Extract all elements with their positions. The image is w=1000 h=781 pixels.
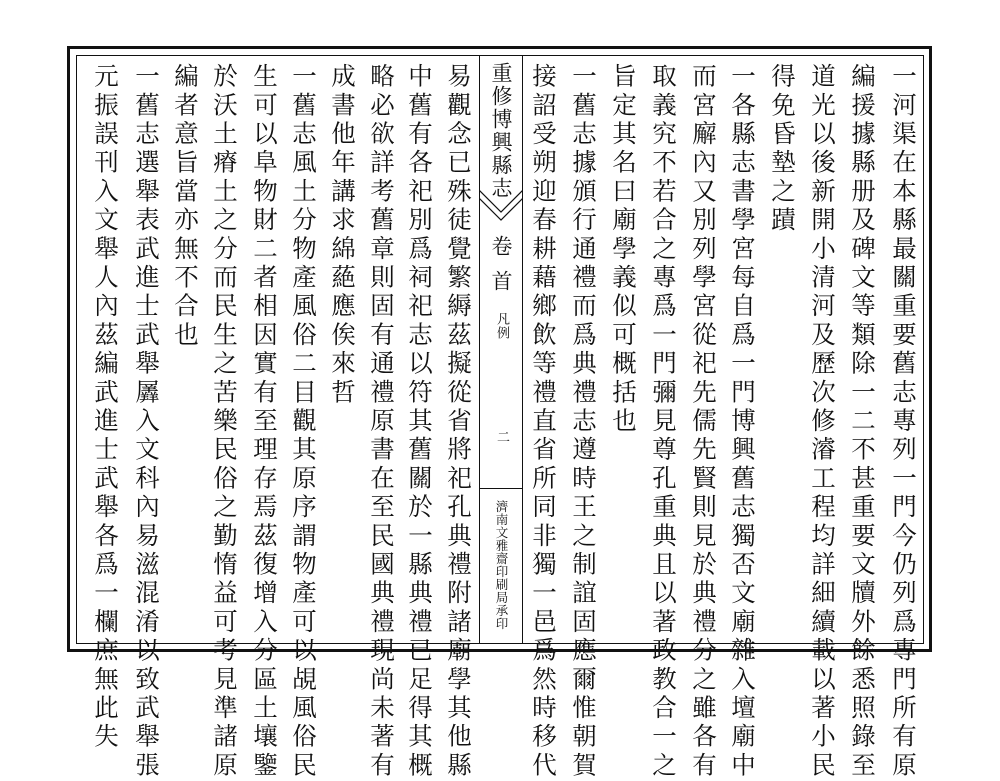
page-number: 二: [494, 430, 509, 443]
text-column: 一舊志選舉表武進士武舉羼入文科內易滋混淆以致武舉張: [132, 63, 161, 781]
fishtail-ornament: [479, 190, 523, 230]
text-column: 旨定其名曰廟學義似可概括也: [609, 63, 638, 437]
text-column: 中舊有各祀別爲祠祀志以符其舊關於一縣典禮已足得其概: [405, 63, 434, 781]
text-column: 生可以阜物財二者相因實有至理存焉茲復增入分區土壤鑒: [250, 63, 279, 781]
text-column: 一各縣志書學宮每自爲一門博興舊志獨否文廟雜入壇廟中: [728, 63, 757, 781]
text-column: 得免昏墊之蹟: [768, 63, 797, 236]
text-column: 一河渠在本縣最關重要舊志專列一門今仍列爲專門所有原: [889, 63, 918, 781]
section-label: 凡例: [494, 312, 509, 340]
text-column: 易觀念已殊徒覺繁縟茲擬從省將祀孔典禮附諸廟學其他縣: [444, 63, 473, 781]
text-column: 而宮廨內又別列學宮從祀先儒先賢則見於典禮分之雖各有: [689, 63, 718, 781]
volume-label: 卷首: [489, 235, 513, 305]
text-column: 成書他年講求綿蕝應俟來哲: [328, 63, 357, 408]
text-column: 略必欲詳考舊章則固有通禮原書在至民國典禮現尚未著有: [367, 63, 396, 781]
text-column: 編援據縣册及碑文等類除一二不甚重要文牘外餘悉照錄至: [848, 63, 877, 781]
text-column: 編者意旨當亦無不合也: [171, 63, 200, 350]
text-column: 道光以後新開小清河及歷次修濬工程均詳細續載以著小民: [808, 63, 837, 781]
text-column: 元振誤刊入文舉人內茲編武進士武舉各爲一欄庶無此失: [91, 63, 120, 752]
text-column: 取義究不若合之專爲一門彌見尊孔重典且以著政教合一之: [649, 63, 678, 781]
text-column: 於沃土瘠土之分而民生之苦樂民俗之勤惰益可考見準諸原: [210, 63, 239, 781]
printer-imprint: 濟南文雅齋印刷局承印: [494, 500, 509, 630]
text-column: 一舊志風土分物產風俗二目觀其原序謂物產可以覘風俗民: [289, 63, 318, 781]
book-title: 重修博興縣志: [489, 62, 513, 200]
text-column: 接詔受朔迎春耕藉鄉飲等禮直省所同非獨一邑爲然時移代: [529, 63, 558, 781]
band-divider: [479, 488, 523, 489]
text-column: 一舊志據頒行通禮而爲典禮志遵時王之制誼固應爾惟朝賀: [569, 63, 598, 781]
